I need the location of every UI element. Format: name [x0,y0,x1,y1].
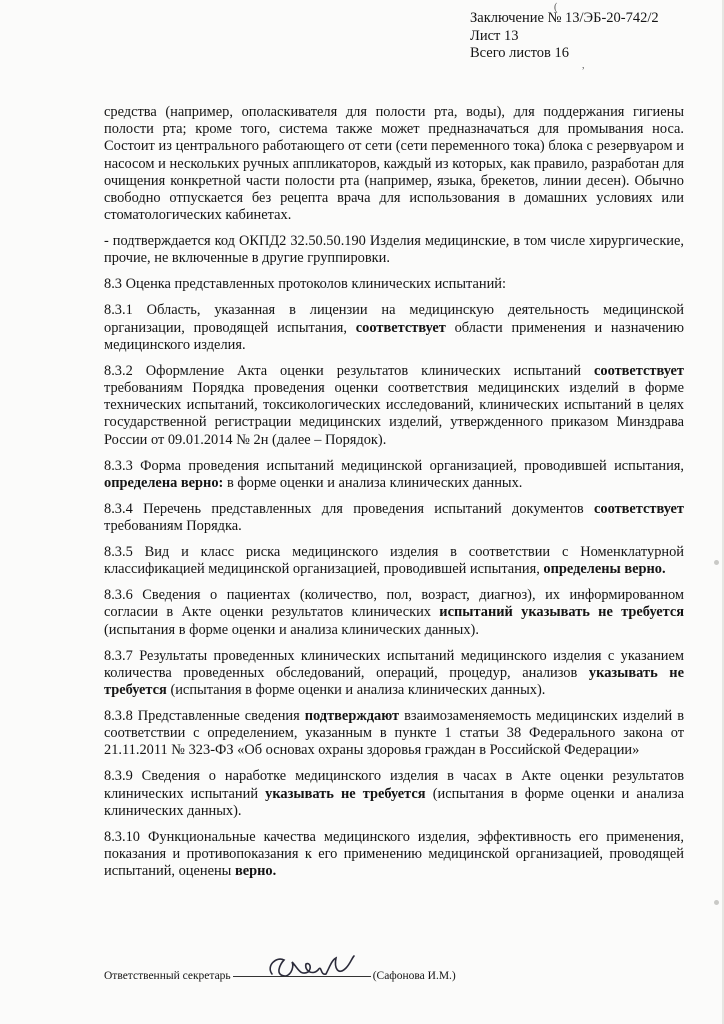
paragraph-text: 8.3.2 Оформление Акта оценки результатов клинических испытаний [104,362,594,379]
paragraph-text: 8.3.9 Сведения о наработке медицинского изделия в часах в Акте оценки результатов клинических испытаний [104,768,684,802]
paragraph [104,648,684,700]
paragraph-text: 8.3.8 Представленные сведения [104,708,305,725]
signature-block [104,970,456,982]
document-body [104,104,684,889]
paragraph [104,587,684,639]
paragraph-text: 8.3.4 Перечень представленных для проведения испытаний документов [104,500,594,517]
paragraph-text: 8.3.7 Результаты проведенных клинических испытаний медицинского изделия с указанием количества проведенных обследований, операций, процедур, анализов [104,647,684,681]
bold-text: испытаний указывать не требуется [439,604,685,621]
sheet-number: Лист 13 [470,27,519,44]
signatory-role: Ответственный секретарь [104,970,231,982]
punch-hole [714,900,719,905]
bold-text: верно. [234,863,277,880]
paragraph-text: 8.3.10 Функциональные качества медицинского изделия, эффективность его применения, показания и противопоказания к его применению медицинской организацией, проводящей испытаний, оценены [104,828,684,880]
paragraph [104,501,684,535]
scan-mark: ( [554,2,558,13]
punch-hole [714,560,719,565]
paragraph-text: 8.3.1 Область, указанная в лицензии на медицинскую деятельность медицинской организации, проводящей испытания, [104,302,684,336]
paragraph-text: 8.3.3 Форма проведения испытаний медицинской организацией, проводившей испытания, [104,457,684,474]
paragraph-text: (испытания в форме оценки и анализа клинических данных). [166,682,546,699]
paragraph [104,829,684,881]
paragraph-text: требованиям Порядка проведения оценки соответствия медицинских изделий в форме технических испытаний, токсикологических исследований, клинических испытаний в целях государственной регистрации медицинских изделий, утвержденного приказом Минздрава России от 09.01.2014 № 2н (далее – Порядок). [104,380,684,448]
bold-text: подтверждают [304,708,400,725]
paragraph [104,363,684,449]
bold-text: соответствует [593,500,684,517]
bold-text: определены верно. [543,561,666,578]
paragraph-text: области применения и назначению медицинского изделия. [104,319,684,353]
signature-line [233,976,371,977]
paragraph [104,302,684,354]
signatory-name: (Сафонова И.М.) [372,970,456,982]
paragraph [104,233,684,267]
paragraph [104,104,684,224]
conclusion-number: Заключение № 13/ЭБ-20-742/2 [470,10,659,26]
paragraph [104,544,684,578]
paragraph-text: 8.3.6 Сведения о пациентах (количество, пол, возраст, диагноз), их информированном согласии в Акте оценки результатов клинических [104,587,684,621]
page-header [470,10,659,63]
bold-text: указывать не требуется [265,785,426,802]
total-sheets: Всего листов 16 [470,45,569,61]
paragraph-text: в форме оценки и анализа клинических данных. [223,474,523,491]
bold-text: определена верно: [104,474,224,491]
paragraph-text: - подтверждается код ОКПД2 32.50.50.190 Изделия медицинские, в том числе хирургические, прочие, не включенные в другие группировки. [104,233,684,267]
paragraph [104,458,684,492]
paragraph [104,708,684,760]
paragraph [104,768,684,820]
paragraph-text: (испытания в форме оценки и анализа клинических данных). [104,785,684,819]
bold-text: соответствует [355,319,446,336]
bold-text: соответствует [593,362,684,379]
paragraph-text: взаимозаменяемость медицинских изделий в соответствии с определением, указанным в пункте 1 статьи 38 Федерального закона от 21.11.2011 № 323-ФЗ «Об основах охраны здоровья граждан в Российской Федерации» [104,708,684,759]
paragraph-text: требованиям Порядка. [104,518,242,535]
paragraph [104,276,684,293]
paragraph-text: (испытания в форме оценки и анализа клинических данных). [104,621,479,638]
paragraph-text: средства (например, ополаскивателя для полости рта, воды), для поддержания гигиены полости рта; кроме того, система также может предназначаться для промывания носа. Состоит из центрального работающего от сети (сети переменного тока) блока с резервуаром и насосом и нескольких ручных аппликаторов, каждый из которых, как правило, разработан для очищения конкретной части полости рта (например, языка, брекетов, линии десен). Обычно свободно отпускается без рецепта врача для использования в домашних условиях или стоматологических кабинетах. [104,104,684,224]
paragraph-text: 8.3 Оценка представленных протоколов клинических испытаний: [104,276,506,293]
paragraph-text: 8.3.5 Вид и класс риска медицинского изделия в соответствии с Номенклатурной классификацией медицинской организацией, проводившей испытания, [104,544,684,578]
bold-text: указывать не требуется [104,664,684,699]
scan-mark: , [582,60,585,71]
